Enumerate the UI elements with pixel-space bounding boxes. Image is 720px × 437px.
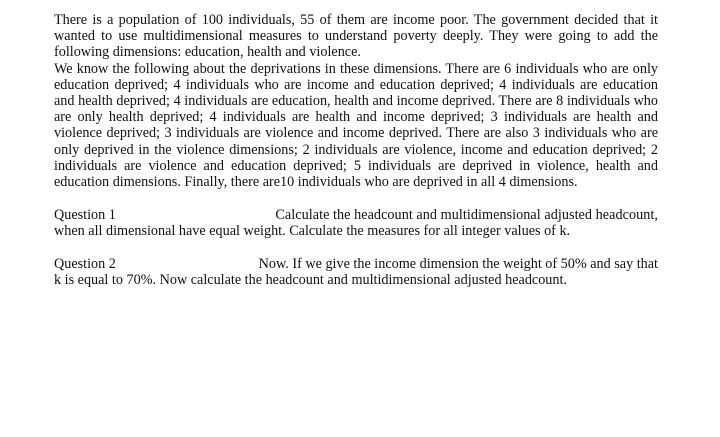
question-1-text-line: Calculate the headcount and multidimensional adjusted headcount, <box>275 207 658 224</box>
question-1-header <box>54 207 658 223</box>
question-1 <box>54 207 658 239</box>
question-2-text-line: Now. If we give the income dimension the weight of 50% and say that <box>258 255 658 272</box>
question-2 <box>54 256 658 288</box>
document-body <box>54 12 658 288</box>
question-1-continuation: when all dimensional have equal weight. Calculate the measures for all integer values of k. <box>54 223 571 240</box>
question-2-header <box>54 256 658 272</box>
question-2-label: Question 2 <box>54 255 116 272</box>
question-1-label: Question 1 <box>54 207 116 224</box>
deprivations-paragraph: We know the following about the deprivations in these dimensions. There are 6 individuals who are only education deprived; 4 individuals who are income and education deprived; 4 individuals are education and health deprived; 4 individuals are education, health and income deprived. There are 8 individuals who are only health deprived; 4 individuals are health and income deprived; 3 individuals are health and violence deprived; 3 individuals are violence and income deprived. There are also 3 individuals who are only deprived in the violence dimensions; 2 individuals are violence, income and education deprived; 2 individuals are violence and education deprived; 5 individuals are deprived in violence, health and education dimensions. Finally, there are10 individuals who are deprived in all 4 dimensions. <box>54 60 658 191</box>
intro-paragraph: There is a population of 100 individuals, 55 of them are income poor. The government decided that it wanted to use multidimensional measures to understand poverty deeply. They were going to add the following dimensions: education, health and violence. <box>54 12 658 61</box>
question-2-continuation: k is equal to 70%. Now calculate the headcount and multidimensional adjusted headcount. <box>54 271 567 288</box>
